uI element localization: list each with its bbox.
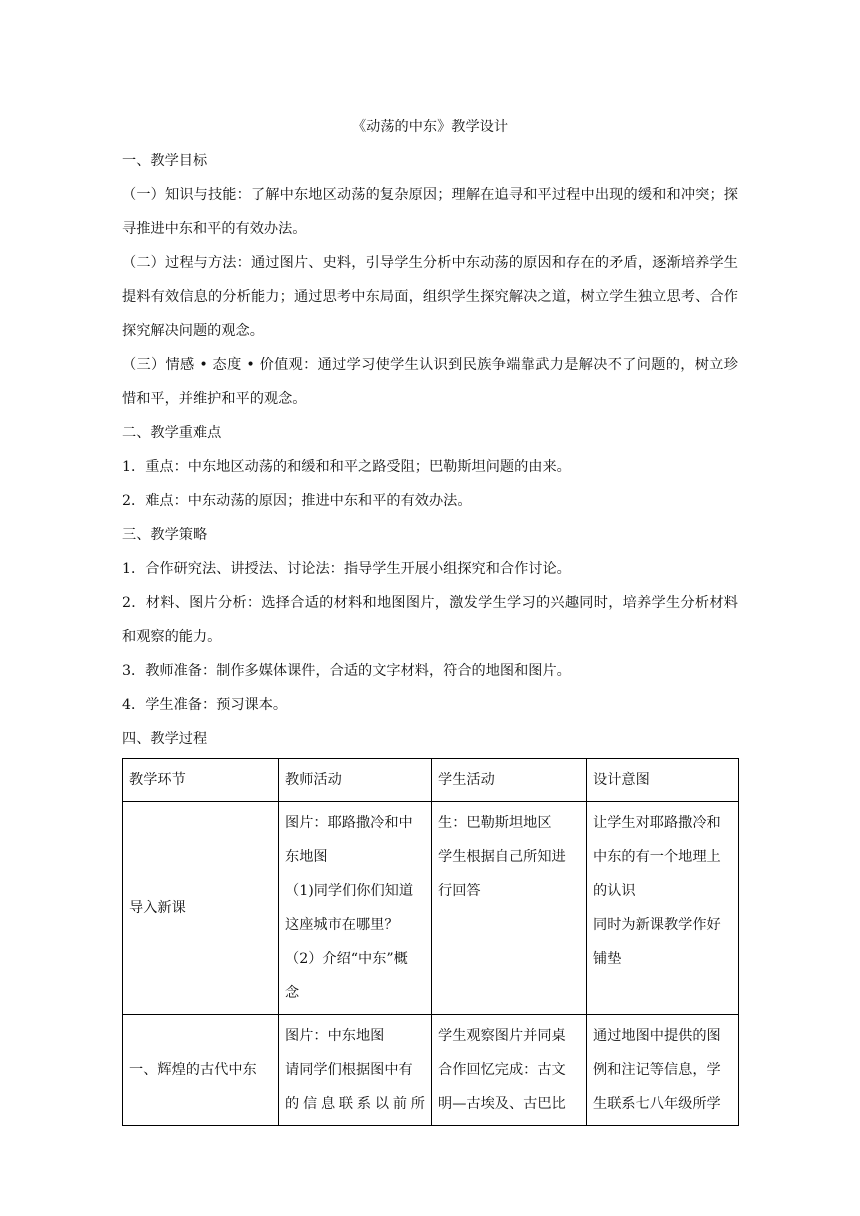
cell-line: 念 (285, 985, 300, 1001)
cell-line: 东地图 (285, 849, 328, 865)
cell-line: 这座城市在哪里？ (285, 917, 399, 933)
cell-line: 通过地图中提供的图 (593, 1028, 721, 1044)
cell-line: 学生根据自己所知进 (438, 849, 566, 865)
table-header-cell: 教师活动 (279, 759, 432, 802)
difficult-point-item: 2．难点：中东动荡的原因；推进中东和平的有效办法。 (122, 493, 472, 509)
cell-line: （2）介绍“中东”概 (285, 951, 408, 967)
table-row (123, 1015, 739, 1126)
section-heading-objectives: 一、教学目标 (122, 153, 208, 169)
teaching-process-table (122, 758, 739, 1126)
cell-line: 铺垫 (593, 951, 622, 967)
cell-line: 的信息联系以前所 (285, 1096, 425, 1112)
cell-line: （1)同学们你们知道 (285, 883, 414, 899)
key-point-item: 1．重点：中东地区动荡的和缓和和平之路受阻；巴勒斯坦问题的由来。 (122, 459, 571, 475)
cell-line: 合作回忆完成：古文 (438, 1062, 566, 1078)
student-activity-cell (432, 1015, 587, 1126)
student-activity-cell (432, 802, 587, 1015)
document-title: 《动荡的中东》教学设计 (351, 119, 509, 135)
cell-line: 中东的有一个地理上 (593, 849, 721, 865)
teacher-activity-cell (279, 802, 432, 1015)
strategy-item: 4．学生准备：预习课本。 (122, 697, 288, 713)
design-intent-cell (587, 1015, 739, 1126)
strategy-item: 3．教师准备：制作多媒体课件，合适的文字材料，符合的地图和图片。 (122, 663, 571, 679)
cell-line: 生联系七八年级所学 (593, 1096, 721, 1112)
objective-values: （三）情感 • 态度 • 价值观：通过学习使学生认识到民族争端靠武力是解决不了问题的，树立珍惜和平，并维护和平的观念。 (122, 357, 738, 407)
stage-cell: 一、辉煌的古代中东 (123, 1015, 279, 1126)
cell-line: 同时为新课教学作好 (593, 917, 721, 933)
section-heading-process: 四、教学过程 (122, 731, 208, 747)
stage-cell: 导入新课 (123, 802, 279, 1015)
cell-line: 明—古埃及、古巴比 (438, 1096, 566, 1112)
section-heading-strategy: 三、教学策略 (122, 527, 208, 543)
cell-line: 的认识 (593, 883, 636, 899)
cell-line: 例和注记等信息，学 (593, 1062, 721, 1078)
cell-line: 图片：耶路撒冷和中 (285, 815, 413, 831)
cell-line: 请同学们根据图中有 (285, 1062, 413, 1078)
strategy-item: 2．材料、图片分析：选择合适的材料和地图图片，激发学生学习的兴趣同时，培养学生分析材料和观察的能力。 (122, 595, 738, 645)
section-heading-key-points: 二、教学重难点 (122, 425, 222, 441)
document-page (122, 110, 738, 1126)
cell-line: 图片：中东地图 (285, 1028, 385, 1044)
cell-line: 生：巴勒斯坦地区 (438, 815, 552, 831)
cell-line: 让学生对耶路撒冷和 (593, 815, 721, 831)
design-intent-cell (587, 802, 739, 1015)
cell-line: 行回答 (438, 883, 481, 899)
objective-knowledge: （一）知识与技能：了解中东地区动荡的复杂原因；理解在追寻和平过程中出现的缓和和冲突；探寻推进中东和平的有效办法。 (122, 187, 738, 237)
teacher-activity-cell (279, 1015, 432, 1126)
objective-process: （二）过程与方法：通过图片、史料，引导学生分析中东动荡的原因和存在的矛盾，逐渐培养学生提料有效信息的分析能力；通过思考中东局面，组织学生探究解决之道，树立学生独立思考、合作探究解决问题的观念。 (122, 255, 738, 339)
table-row (123, 802, 739, 1015)
table-header-row (123, 759, 739, 802)
cell-line: 学生观察图片并同桌 (438, 1028, 566, 1044)
table-header-cell: 教学环节 (123, 759, 279, 802)
strategy-item: 1．合作研究法、讲授法、讨论法：指导学生开展小组探究和合作讨论。 (122, 561, 571, 577)
table-header-cell: 学生活动 (432, 759, 587, 802)
table-header-cell: 设计意图 (587, 759, 739, 802)
